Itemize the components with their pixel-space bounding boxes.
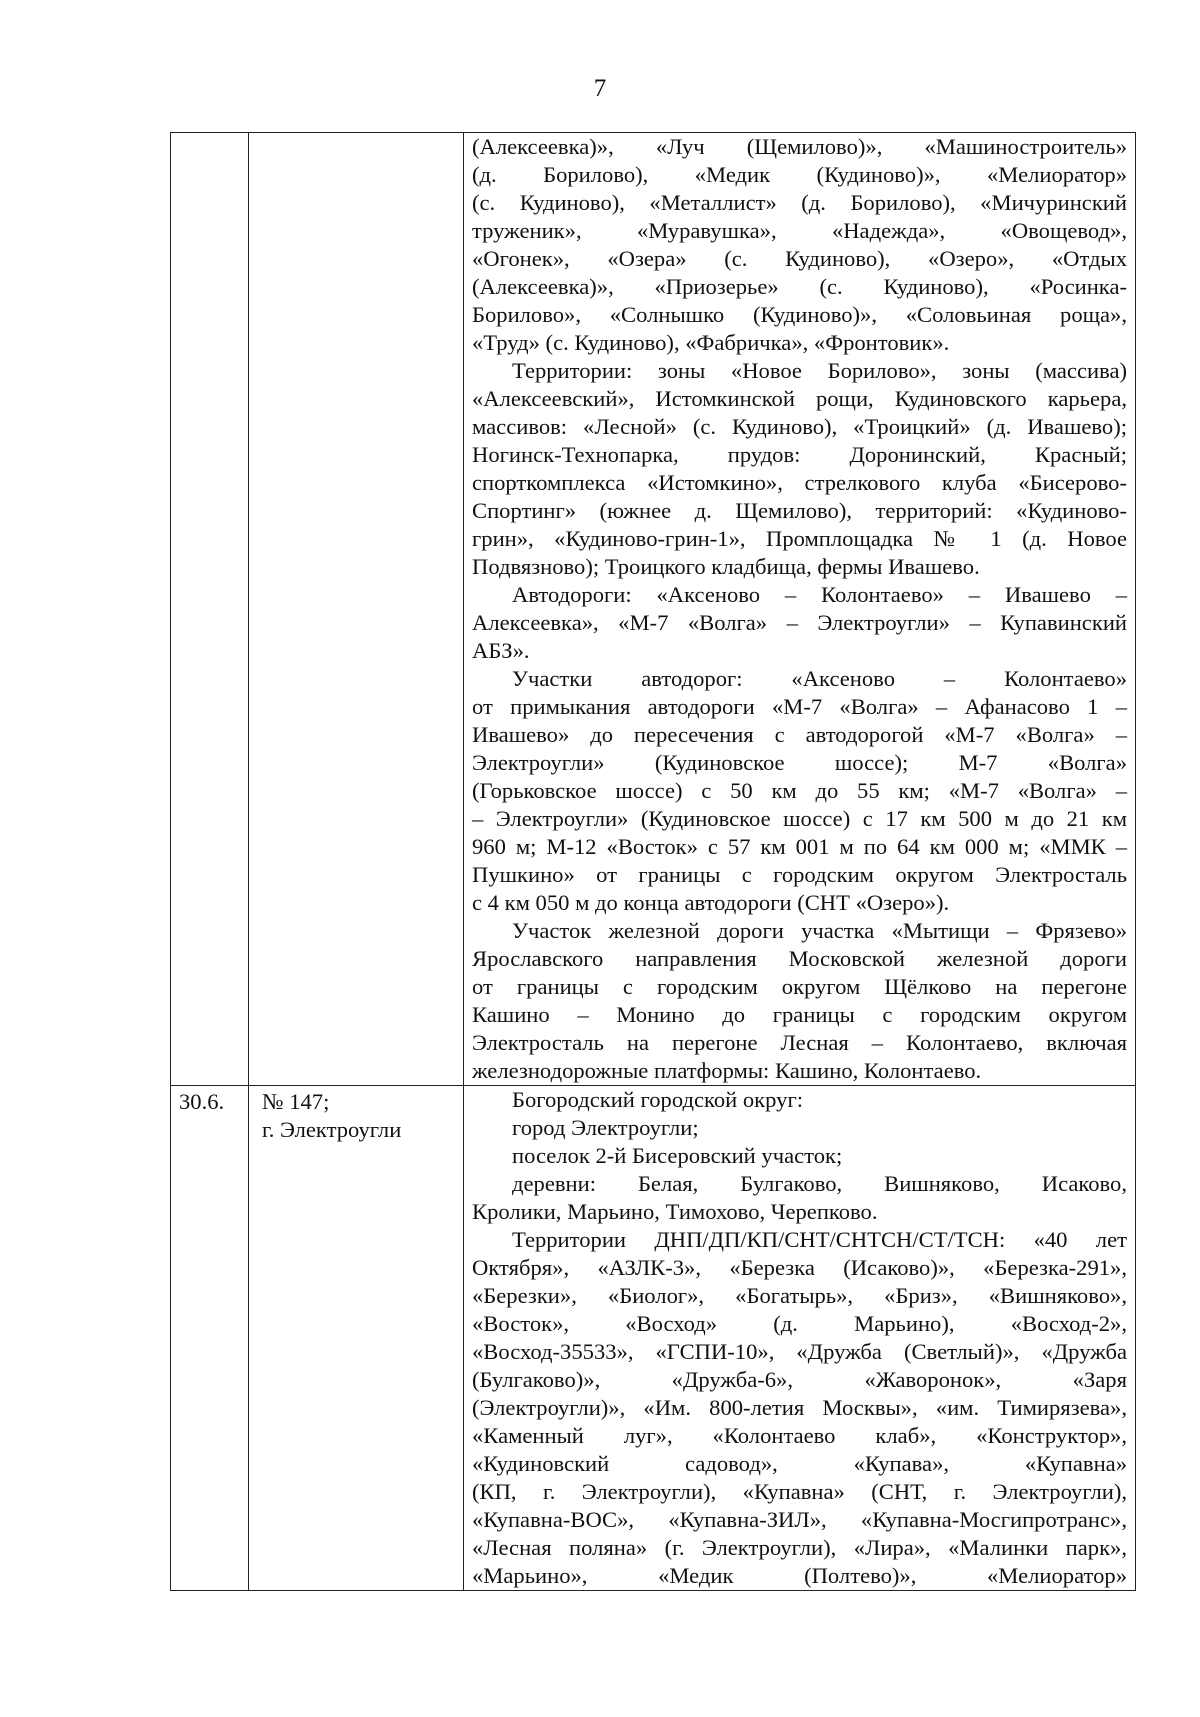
row-number-cell [171,133,249,1086]
text-line: – Электроугли» (Кудиновское шоссе) с 17 км 500 м до 21 км [472,806,1127,831]
text-line: (Булгаково)», «Дружба-6», «Жаворонок», «Заря [472,1367,1127,1392]
district-cell [249,1086,464,1591]
text-line: деревни: Белая, Булгаково, Вишняково, Исаково, [512,1171,1127,1196]
text-line: Ивашево» до пересечения с автодорогой «М-7 «Волга» – [472,722,1127,747]
row-number: 30.6. [179,1089,225,1114]
text-line: АБЗ». [472,638,530,663]
text-line: Ногинск-Технопарка, прудов: Доронинский, Красный; [472,442,1127,467]
district-line: г. Электроугли [262,1117,402,1142]
text-line: «Огонек», «Озера» (с. Кудиново), «Озеро», «Отдых [472,246,1127,271]
text-line: Электросталь на перегоне Лесная – Колонтаево, включая [472,1030,1127,1055]
text-line: массивов: «Лесной» (с. Кудиново), «Троицкий» (д. Ивашево); [472,414,1127,439]
text-line: (д. Борилово), «Медик (Кудиново)», «Мелиоратор» [472,162,1127,187]
text-line: «Березки», «Биолог», «Богатырь», «Бриз», «Вишняково», [472,1283,1127,1308]
text-line: город Электроугли; [512,1115,699,1140]
text-line: «Труд» (с. Кудиново), «Фабричка», «Фронтовик». [472,330,950,355]
text-line: (Горьковское шоссе) с 50 км до 55 км; «М-7 «Волга» – [472,778,1127,803]
text-line: «Кудиновский садовод», «Купава», «Купавна» [472,1451,1127,1476]
text-line: от границы с городским округом Щёлково на перегоне [472,974,1127,999]
district-cell [249,133,464,1086]
text-line: Автодороги: «Аксеново – Колонтаево» – Ивашево – [512,582,1127,607]
text-line: спорткомплекса «Истомкино», стрелкового клуба «Бисерово- [472,470,1127,495]
text-line: (Электроугли)», «Им. 800-летия Москвы», «им. Тимирязева», [472,1395,1127,1420]
text-line: «Лесная поляна» (г. Электроугли), «Лира», «Малинки парк», [472,1535,1127,1560]
text-line: Ярославского направления Московской железной дороги [472,946,1127,971]
text-line: железнодорожные платформы: Кашино, Колонтаево. [472,1058,982,1083]
table-row [171,133,1136,1086]
text-line: Участок железной дороги участка «Мытищи – Фрязево» [512,918,1127,943]
text-line: Подвязново); Троицкого кладбища, фермы Ивашево. [472,554,980,579]
text-line: «Купавна-ВОС», «Купавна-ЗИЛ», «Купавна-Мосгипротранс», [472,1507,1127,1532]
text-line: Богородский городской округ: [512,1087,803,1112]
text-line: от примыкания автодороги «М-7 «Волга» – Афанасово 1 – [472,694,1127,719]
table-row [171,1086,1136,1591]
district-line: № 147; [262,1089,330,1114]
row-number [171,133,248,135]
text-line: 960 м; М-12 «Восток» с 57 км 001 м по 64 км 000 м; «ММК – [472,834,1127,859]
text-line: Алексеевка», «М-7 «Волга» – Электроугли» – Купавинский [472,610,1127,635]
districts-table [170,132,1136,1591]
text-line: (Алексеевка)», «Приозерье» (с. Кудиново), «Росинка- [472,274,1127,299]
text-line: труженик», «Муравушка», «Надежда», «Овощевод», [472,218,1127,243]
text-line: Территории ДНП/ДП/КП/СНТ/СНТСН/СТ/ТСН: «40 лет [512,1227,1127,1252]
text-line: поселок 2-й Бисеровский участок; [512,1143,843,1168]
text-line: Участки автодорог: «Аксеново – Колонтаево» [512,666,1127,691]
row-number-cell [171,1086,249,1591]
page-number: 7 [593,75,607,102]
text-line: Кашино – Монино до границы с городским округом [472,1002,1127,1027]
text-line: Территории: зоны «Новое Борилово», зоны (массива) [512,358,1127,383]
text-line: Борилово», «Солнышко (Кудиново)», «Соловьиная роща», [472,302,1127,327]
text-line: «Восход-35533», «ГСПИ-10», «Дружба (Светлый)», «Дружба [472,1339,1127,1364]
text-line: (с. Кудиново), «Металлист» (д. Борилово), «Мичуринский [472,190,1127,215]
text-line: Электроугли» (Кудиновское шоссе); М-7 «Волга» [472,750,1127,775]
text-line: (Алексеевка)», «Луч (Щемилово)», «Машиностроитель» [472,134,1127,159]
text-line: Октября», «АЗЛК-3», «Березка (Исаково)», «Березка-291», [472,1255,1127,1280]
text-line: «Каменный луг», «Колонтаево клаб», «Конструктор», [472,1423,1127,1448]
text-line: Кролики, Марьино, Тимохово, Черепково. [472,1199,878,1224]
text-line: грин», «Кудиново-грин-1», Промплощадка № 1 (д. Новое [472,526,1127,551]
text-line: «Алексеевский», Истомкинской рощи, Кудиновского карьера, [472,386,1127,411]
description-cell [464,1086,1136,1591]
text-line: с 4 км 050 м до конца автодороги (СНТ «Озеро»). [472,890,950,915]
text-line: «Восток», «Восход» (д. Марьино), «Восход-2», [472,1311,1127,1336]
text-line: Пушкино» от границы с городским округом Электросталь [472,862,1127,887]
text-line: (КП, г. Электроугли), «Купавна» (СНТ, г. Электроугли), [472,1479,1127,1504]
text-line: Спортинг» (южнее д. Щемилово), территорий: «Кудиново- [472,498,1127,523]
description-cell [464,133,1136,1086]
text-line: «Марьино», «Медик (Полтево)», «Мелиоратор» [472,1563,1127,1588]
